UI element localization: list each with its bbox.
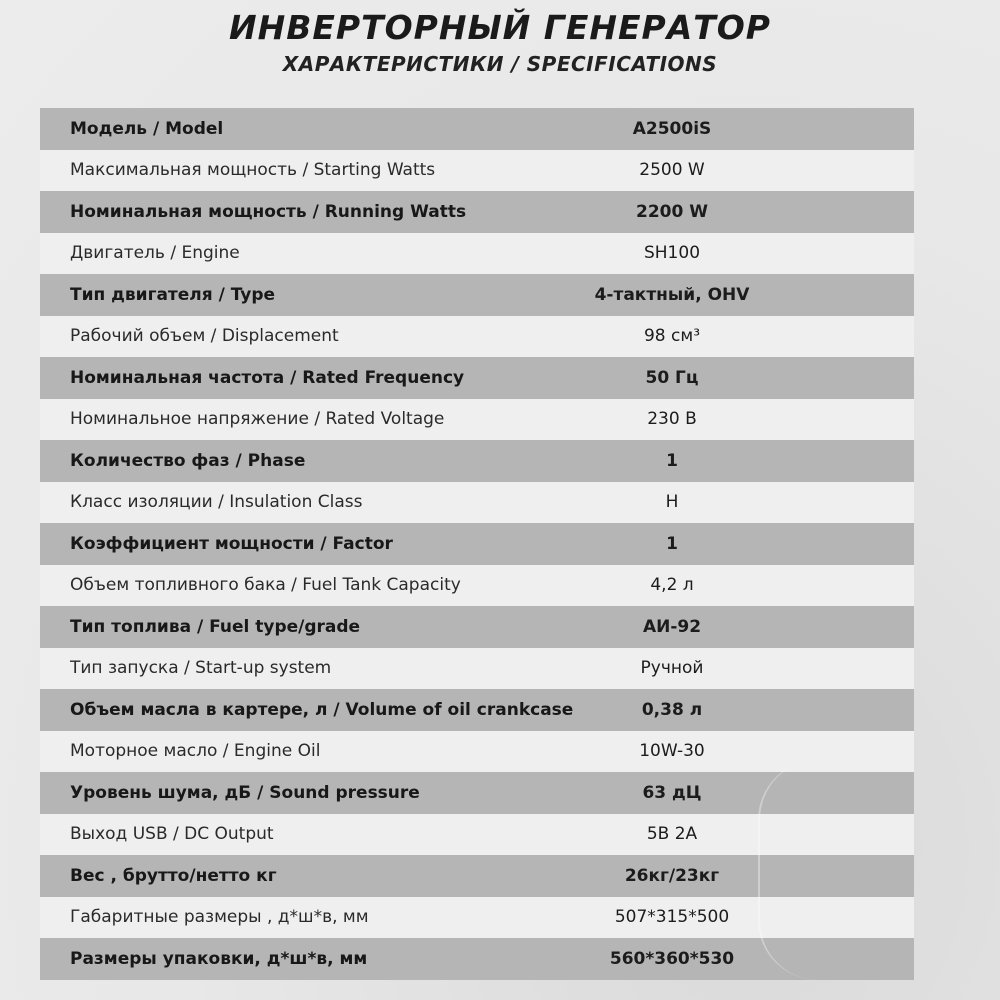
- spec-row: [40, 897, 914, 939]
- spec-label: Номинальная частота / Rated Frequency: [70, 367, 465, 388]
- spec-row: [40, 938, 914, 980]
- spec-value: A2500iS: [632, 118, 712, 139]
- spec-row: [40, 648, 914, 690]
- spec-row: [40, 689, 914, 731]
- spec-row: [40, 399, 914, 441]
- spec-row: [40, 482, 914, 524]
- specifications-table: [40, 108, 914, 980]
- spec-value: 0,38 л: [641, 699, 703, 720]
- spec-row: [40, 523, 914, 565]
- spec-value: 2200 W: [636, 201, 708, 222]
- page-subtitle: ХАРАКТЕРИСТИКИ / SPECIFICATIONS: [282, 52, 718, 76]
- spec-label: Моторное масло / Engine Oil: [70, 741, 321, 762]
- spec-label: Двигатель / Engine: [70, 243, 240, 264]
- spec-value: 1: [666, 450, 678, 471]
- spec-label: Максимальная мощность / Starting Watts: [70, 160, 436, 181]
- spec-value: АИ-92: [642, 616, 702, 637]
- spec-label: Класс изоляции / Insulation Class: [70, 492, 363, 513]
- spec-label: Вес , брутто/нетто кг: [70, 865, 277, 886]
- spec-row: [40, 731, 914, 773]
- spec-label: Размеры упаковки, д*ш*в, мм: [70, 948, 368, 969]
- spec-label: Выход USB / DC Output: [70, 824, 274, 845]
- spec-label: Объем топливного бака / Fuel Tank Capacity: [70, 575, 461, 596]
- spec-row: [40, 440, 914, 482]
- spec-label: Тип запуска / Start-up system: [70, 658, 332, 679]
- spec-row: [40, 814, 914, 856]
- spec-value: 50 Гц: [645, 367, 699, 388]
- spec-value: 4-тактный, OHV: [594, 284, 750, 305]
- spec-label: Объем масла в картере, л / Volume of oil crankcase: [70, 699, 574, 720]
- spec-label: Номинальная мощность / Running Watts: [70, 201, 467, 222]
- spec-label: Коэффициент мощности / Factor: [70, 533, 393, 554]
- spec-value: H: [665, 492, 679, 513]
- spec-row: [40, 233, 914, 275]
- spec-value: 507*315*500: [614, 907, 730, 928]
- spec-label: Тип двигателя / Type: [70, 284, 276, 305]
- spec-label: Рабочий объем / Displacement: [70, 326, 339, 347]
- spec-row: [40, 565, 914, 607]
- spec-label: Количество фаз / Phase: [70, 450, 306, 471]
- spec-row: [40, 108, 914, 150]
- spec-value: 560*360*530: [609, 948, 735, 969]
- spec-row: [40, 316, 914, 358]
- spec-value: 98 см³: [643, 326, 701, 347]
- spec-label: Тип топлива / Fuel type/grade: [70, 616, 361, 637]
- spec-value: 4,2 л: [650, 575, 694, 596]
- spec-row: [40, 606, 914, 648]
- spec-value: 63 дЦ: [642, 782, 702, 803]
- spec-row: [40, 357, 914, 399]
- spec-value: Ручной: [640, 658, 704, 679]
- spec-row: [40, 191, 914, 233]
- spec-value: SH100: [643, 243, 701, 264]
- spec-row: [40, 274, 914, 316]
- spec-value: 230 В: [647, 409, 697, 430]
- spec-value: 2500 W: [639, 160, 705, 181]
- spec-label: Номинальное напряжение / Rated Voltage: [70, 409, 445, 430]
- page-title: ИНВЕРТОРНЫЙ ГЕНЕРАТОР: [229, 8, 771, 47]
- spec-value: 5В 2А: [646, 824, 698, 845]
- spec-label: Габаритные размеры , д*ш*в, мм: [70, 907, 369, 928]
- spec-value: 1: [666, 533, 678, 554]
- spec-label: Уровень шума, дБ / Sound pressure: [70, 782, 420, 803]
- spec-value: 26кг/23кг: [624, 865, 720, 886]
- spec-row: [40, 150, 914, 192]
- spec-label: Модель / Model: [70, 118, 224, 139]
- spec-row: [40, 772, 914, 814]
- spec-value: 10W-30: [639, 741, 705, 762]
- spec-row: [40, 855, 914, 897]
